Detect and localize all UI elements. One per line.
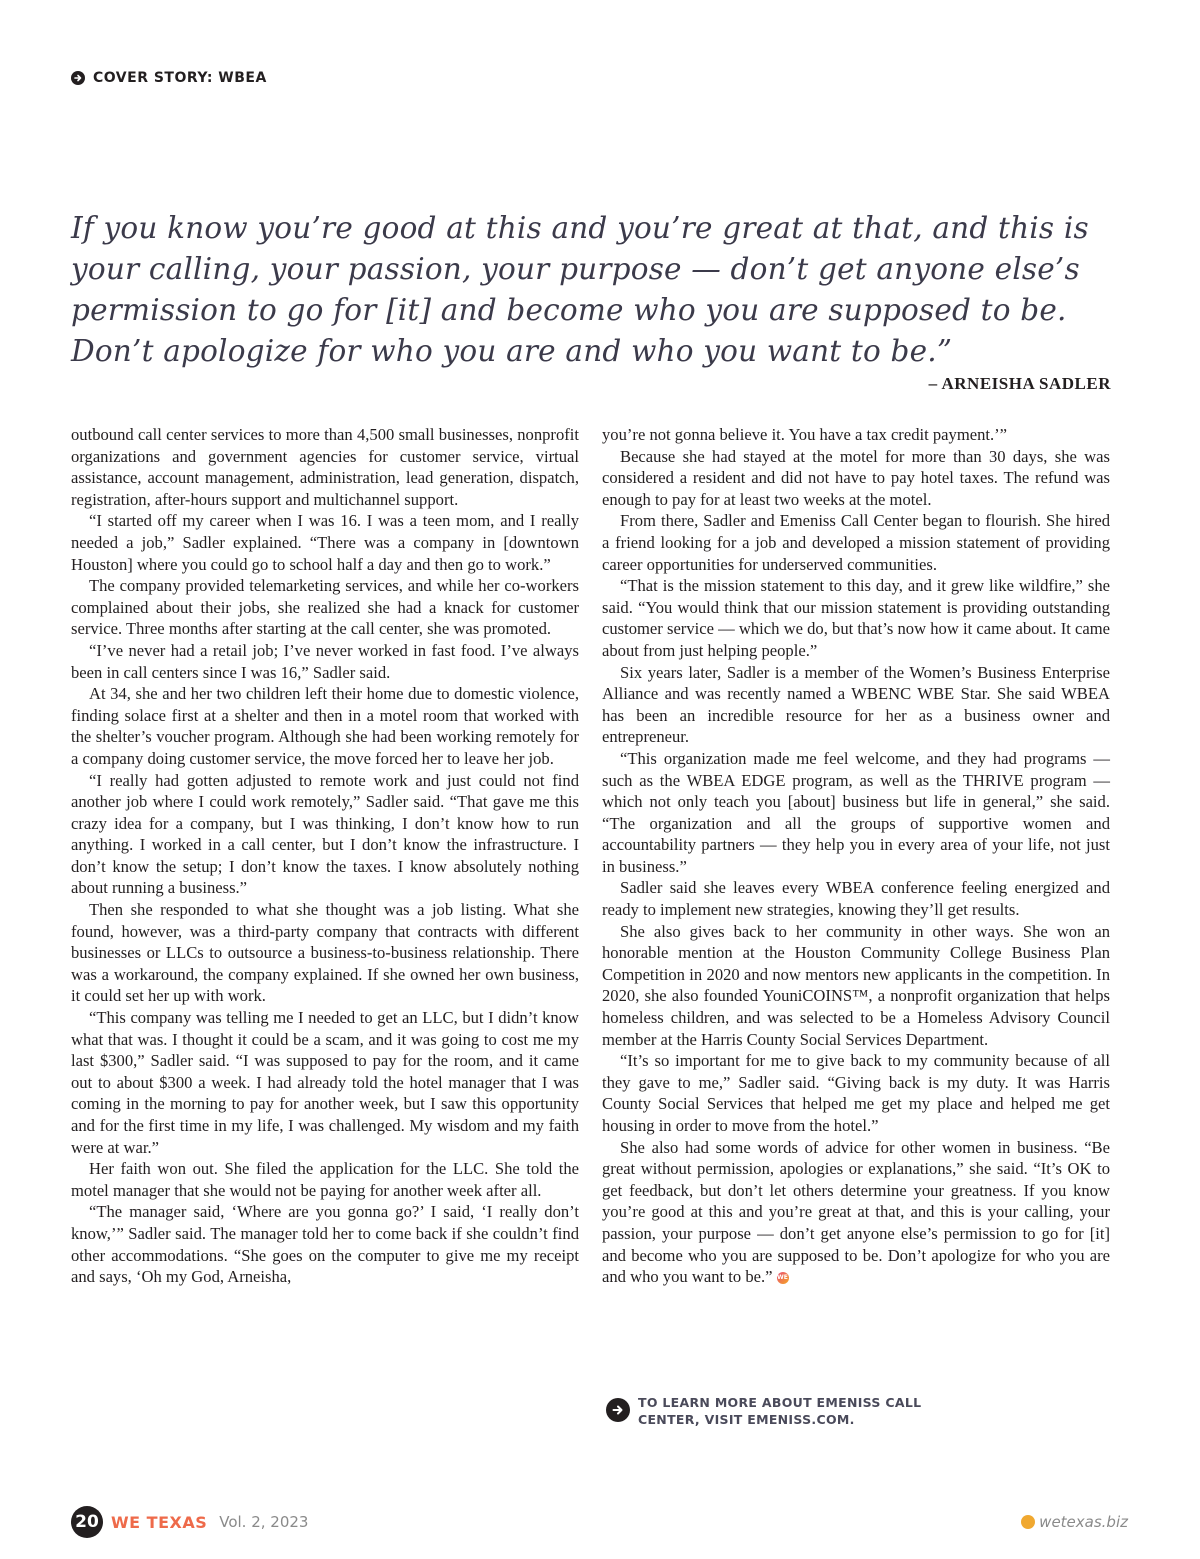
arrow-right-icon (71, 71, 85, 85)
arrow-right-icon (606, 1398, 630, 1422)
paragraph: “I really had gotten adjusted to remote work and just could not find another job where I could work remotely,” Sadler said. “That gave me this crazy idea for a company, but I was thinking, I don’t know how to run anything. I worked in a call center, but I don’t know the infrastructure. I don’t know the setup; I don’t know the taxes. I know absolutely nothing about running a business.” (71, 770, 579, 898)
article-column-right (602, 424, 1110, 1288)
paragraph: “I started off my career when I was 16. I was a teen mom, and I really needed a job,” Sadler explained. “There was a company in [downtown Houston] where you could go to school half a day and then go to work.” (71, 511, 579, 574)
paragraph: Six years later, Sadler is a member of the Women’s Business Enterprise Alliance and was recently named a WBENC WBE Star. She said WBEA has been an incredible resource for her as a business owner and entrepreneur. (602, 662, 1110, 747)
paragraph: Her faith won out. She filed the application for the LLC. She told the motel manager that she would not be paying for another week after all. (71, 1159, 579, 1200)
paragraph: At 34, she and her two children left their home due to domestic violence, finding solace first at a shelter and then in a motel room that worked with the shelter’s voucher program. Although she had been working remotely for a company doing customer service, the move forced her to leave her job. (71, 684, 579, 768)
page-footer (71, 1506, 308, 1538)
learn-more-callout[interactable] (606, 1394, 938, 1428)
pull-quote: If you know you’re good at this and you’re great at that, and this is your calling, your passion, your purpose — don’t get anyone else’s permission to go for [it] and become who you are supposed to be. Don’t apologize for who you are and who you want to be.” (71, 211, 1089, 368)
quote-attribution: – ARNEISHA SADLER (928, 374, 1111, 393)
end-mark-icon: WE (777, 1272, 789, 1284)
paragraph: “This organization made me feel welcome, and they had programs — such as the WBEA EDGE program, as well as the THRIVE program — which not only teach you [about] business but life in general,” she said. “The organization and all the groups of supportive women and accountability partners — they help you in every area of your life, not just in business.” (602, 748, 1110, 876)
paragraph: She also gives back to her community in other ways. She won an honorable mention at the Houston Community College Business Plan Competition in 2020 and now mentors new applicants in the competition. In 2020, she also founded YouniCOINS™, a nonprofit organization that helps homeless children, and was selected to be a Homeless Advisory Council member at the Harris County Social Services Department. (602, 921, 1110, 1049)
paragraph: “That is the mission statement to this day, and it grew like wildfire,” she said. “You would think that our mission statement is providing outstanding customer service — which we do, but that’s now how it came about. It came about from just helping people.” (602, 576, 1110, 660)
paragraph: From there, Sadler and Emeniss Call Center began to flourish. She hired a friend looking for a job and developed a mission statement of providing career opportunities for underserved communities. (602, 511, 1110, 574)
paragraph: “I’ve never had a retail job; I’ve never worked in fast food. I’ve always been in call centers since I was 16,” Sadler said. (71, 640, 579, 682)
paragraph-final (602, 1137, 1110, 1288)
paragraph: you’re not gonna believe it. You have a tax credit payment.’” (602, 425, 1008, 444)
paragraph: The company provided telemarketing services, and while her co-workers complained about their jobs, she realized she had a knack for customer service. Three months after starting at the call center, she was promoted. (71, 576, 579, 639)
article-column-left (71, 424, 579, 1288)
section-label (71, 70, 267, 86)
website-text[interactable]: wetexas.biz (1039, 1513, 1128, 1531)
final-paragraph-text: She also had some words of advice for other women in business. “Be great without permission, apologies or explanations,” she said. “It’s OK to get feedback, but don’t let others determine your greatness. If you know you’re good at this and you’re great at that, and this is your calling, your passion, your purpose — don’t get anyone else’s permission to go for [it] and become who you are supposed to be. Don’t apologize for who you are and who you want to be.” (602, 1137, 1110, 1287)
learn-more-text[interactable]: TO LEARN MORE ABOUT EMENISS CALL CENTER, VISIT EMENISS.COM. (638, 1395, 922, 1427)
website-link[interactable] (1021, 1513, 1128, 1531)
globe-icon (1021, 1515, 1035, 1529)
paragraph: Then she responded to what she thought was a job listing. What she found, however, was a third-party company that contracts with different businesses or LLCs to outsource a business-to-business relationship. There was a workaround, the company explained. If she owned her own business, it could set her up with work. (71, 900, 579, 1006)
paragraph: Because she had stayed at the motel for more than 30 days, she was considered a resident and did not have to pay hotel taxes. The refund was enough to pay for at least two weeks at the motel. (602, 446, 1110, 509)
page-number: 20 (71, 1506, 103, 1538)
paragraph: Sadler said she leaves every WBEA conference feeling energized and ready to implement new strategies, knowing they’ll get results. (602, 878, 1110, 920)
magazine-name: WE TEXAS (111, 1512, 208, 1532)
section-label-text: COVER STORY: WBEA (93, 70, 267, 86)
paragraph: “The manager said, ‘Where are you gonna go?’ I said, ‘I really don’t know,’” Sadler said. The manager told her to come back if she couldn’t find other accommodations. “She goes on the computer to give me my receipt and says, ‘Oh my God, Arneisha, (71, 1202, 579, 1287)
paragraph: “This company was telling me I needed to get an LLC, but I didn’t know what that was. I thought it could be a scam, and it was going to cost me my last $300,” Sadler said. “I was supposed to pay for the room, and it came out to about $300 a week. I had already told the hotel manager that I was coming in the morning to pay for another week, but I saw this opportunity and for the first time in my life, I was challenged. My wisdom and my faith were at war.” (71, 1008, 579, 1157)
paragraph: “It’s so important for me to give back to my community because of all they gave to me,” Sadler said. “Giving back is my duty. It was Harris County Social Services that helped me get my place and helped me get housing in order to move from the hotel.” (602, 1051, 1110, 1135)
issue-label: Vol. 2, 2023 (219, 1513, 309, 1531)
paragraph: outbound call center services to more than 4,500 small businesses, nonprofit organizations and government agencies for customer service, virtual assistance, account management, administration, lead generation, dispatch, registration, after-hours support and multichannel support. (71, 425, 579, 509)
